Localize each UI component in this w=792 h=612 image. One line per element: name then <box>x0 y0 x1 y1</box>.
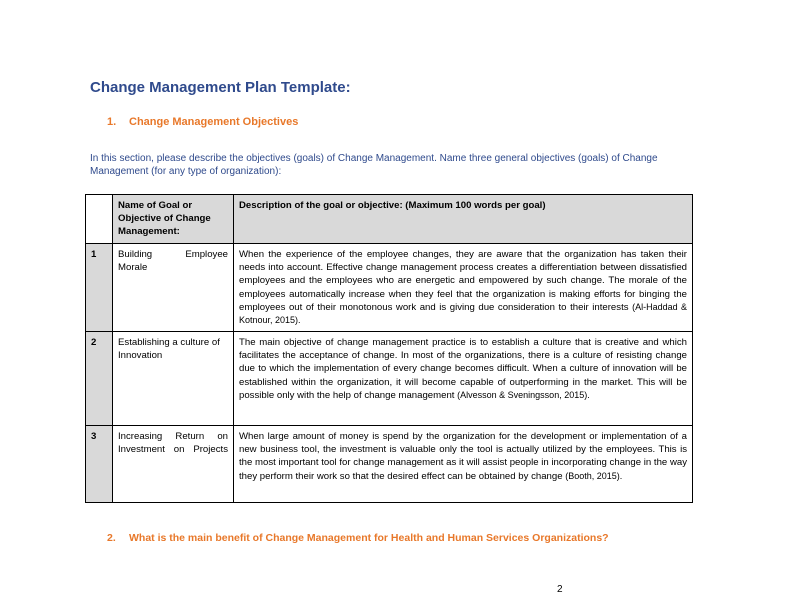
header-cell-description: Description of the goal or objective: (Maximum 100 words per goal) <box>234 195 693 244</box>
description-text: When large amount of money is spend by the organization for the development or implementation of a new business tool, the investment is valuable only the tool is actually utilized by the employees. This is the most important tool for change management as it will assist people in incorporating change in the way they perform their work so that the desired effect can be obtained by change <box>239 431 687 482</box>
section-heading-text: What is the main benefit of Change Management for Health and Human Services Organizations? <box>129 532 609 544</box>
description-text: The main objective of change management practice is to establish a culture that is creative and which facilitates the acceptance of change. In most of the organizations, there is a culture of resisting change due to which the implementation of every change becomes difficult. When a culture of innovation will be established within the organization, it will become capable of outperforming in the market. This will be possible only with the help of change management <box>239 337 687 401</box>
objectives-table <box>85 194 693 503</box>
table-header-row <box>86 195 693 244</box>
citation: (Alvesson & Sveningsson, 2015). <box>457 389 590 400</box>
description-text: When the experience of the employee changes, they are aware that the organization has taken their needs into account. Effective change management process creates a differentiation between dissatisfied employees and the employees who are energetic and empowered by such change. The morale of the employees automatically increase when they feel that the organization is making efforts for binging the employees out of their monotonous work and is giving due consideration to their interests <box>239 249 687 313</box>
row-number: 2 <box>86 332 113 426</box>
page-number: 2 <box>557 584 563 595</box>
table-row <box>86 244 693 332</box>
section-heading-text: Change Management Objectives <box>129 116 299 128</box>
row-number: 3 <box>86 426 113 503</box>
citation: (Booth, 2015). <box>565 470 623 481</box>
goal-name: Increasing Return on Investment on Projects <box>113 426 234 503</box>
page-title: Change Management Plan Template: <box>90 79 351 96</box>
row-number: 1 <box>86 244 113 332</box>
goal-name: Establishing a culture of Innovation <box>113 332 234 426</box>
citation: (Al-Haddad & Kotnour, 2015). <box>239 301 687 326</box>
section-number: 1. <box>107 116 117 128</box>
goal-description <box>234 332 693 426</box>
table-row <box>86 332 693 426</box>
header-cell-name: Name of Goal or Objective of Change Management: <box>113 195 234 244</box>
table-row <box>86 426 693 503</box>
goal-description <box>234 426 693 503</box>
header-cell-index <box>86 195 113 244</box>
goal-name: Building Employee Morale <box>113 244 234 332</box>
goal-description <box>234 244 693 332</box>
section-2-heading <box>107 532 609 544</box>
section-1-heading <box>107 116 298 128</box>
intro-paragraph: In this section, please describe the objectives (goals) of Change Management. Name three general objectives (goals) of Change Management (for any type of organization): <box>90 153 658 177</box>
section-number: 2. <box>107 532 116 544</box>
